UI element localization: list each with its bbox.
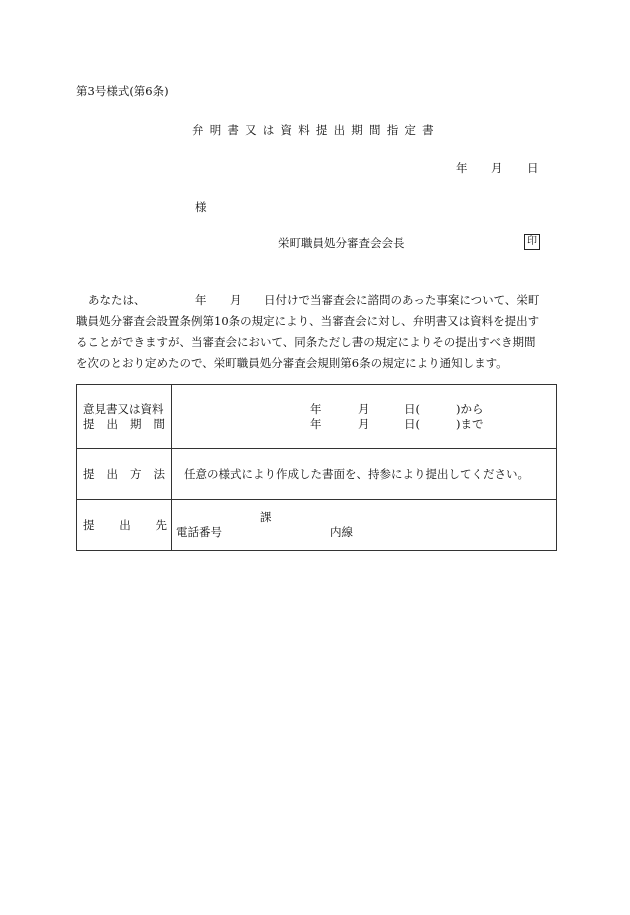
- period-label-line-2: [77, 417, 171, 432]
- submission-table: [76, 384, 557, 551]
- method-label-char: 出: [106, 466, 118, 481]
- addressee-suffix: 様: [195, 200, 207, 214]
- document-title: 弁明書又は資料提出期間指定書: [192, 123, 440, 137]
- destination-label-cell: [77, 500, 172, 551]
- destination-value-cell: [172, 500, 557, 551]
- body-line-4: を次のとおり定めたので、栄町職員処分審査会規則第6条の規定により通知します。: [76, 356, 508, 370]
- extension-label: 内線: [330, 525, 353, 539]
- period-to-close: )まで: [456, 416, 484, 431]
- body-line-1-start: あなたは、: [88, 293, 146, 307]
- period-label-char: 提: [83, 416, 95, 431]
- destination-label-char: 出: [119, 517, 131, 532]
- method-label-char: 提: [83, 466, 95, 481]
- date-month-label: 月: [491, 161, 503, 175]
- seal-mark: 印: [524, 234, 540, 250]
- period-row: [77, 385, 557, 449]
- destination-section-line: [172, 510, 556, 525]
- period-to-year: 年: [310, 416, 322, 431]
- form-number: 第3号様式(第6条): [76, 84, 169, 98]
- destination-label: [77, 518, 171, 533]
- issuer-name: 栄町職員処分審査会会長: [278, 236, 405, 250]
- period-to-day: 日(: [404, 416, 420, 431]
- method-label-char: 法: [153, 466, 165, 481]
- body-line-1-month: 月: [230, 293, 242, 307]
- period-to-line: [172, 417, 556, 432]
- method-label: [77, 467, 171, 482]
- period-label-char: 期: [130, 416, 142, 431]
- notice-body: [76, 290, 556, 374]
- destination-label-char: 先: [155, 517, 167, 532]
- destination-phone-line: [172, 525, 556, 540]
- destination-row: [77, 500, 557, 551]
- date-year-label: 年: [456, 161, 468, 175]
- method-label-cell: [77, 449, 172, 500]
- method-value: 任意の様式により作成した書面を、持参により提出してください。: [172, 449, 557, 500]
- period-from-month: 月: [358, 401, 370, 416]
- period-value-cell: [172, 385, 557, 449]
- body-line-1-year: 年: [195, 293, 207, 307]
- method-label-char: 方: [130, 466, 142, 481]
- period-from-day: 日(: [404, 401, 420, 416]
- destination-label-char: 提: [83, 517, 95, 532]
- body-line-1-rest: 日付けで当審査会に諮問のあった事案について、栄町: [264, 293, 540, 307]
- period-from-close: )から: [456, 401, 484, 416]
- phone-number-label: 電話番号: [176, 525, 222, 539]
- destination-section-label: 課: [260, 510, 272, 524]
- body-line-3: ることができますが、当審査会において、同条ただし書の規定によりその提出すべき期間: [76, 335, 536, 349]
- period-label-line-1: 意見書又は資料: [83, 401, 164, 416]
- body-line-1: [76, 290, 556, 311]
- period-label-char: 間: [153, 416, 165, 431]
- period-from-year: 年: [310, 401, 322, 416]
- method-row: [77, 449, 557, 500]
- period-label-cell: [77, 385, 172, 449]
- period-label-char: 出: [106, 416, 118, 431]
- period-from-line: [172, 402, 556, 417]
- period-to-month: 月: [358, 416, 370, 431]
- body-line-2: 職員処分審査会設置条例第10条の規定により、当審査会に対し、弁明書又は資料を提出す: [76, 314, 540, 328]
- date-day-label: 日: [527, 161, 539, 175]
